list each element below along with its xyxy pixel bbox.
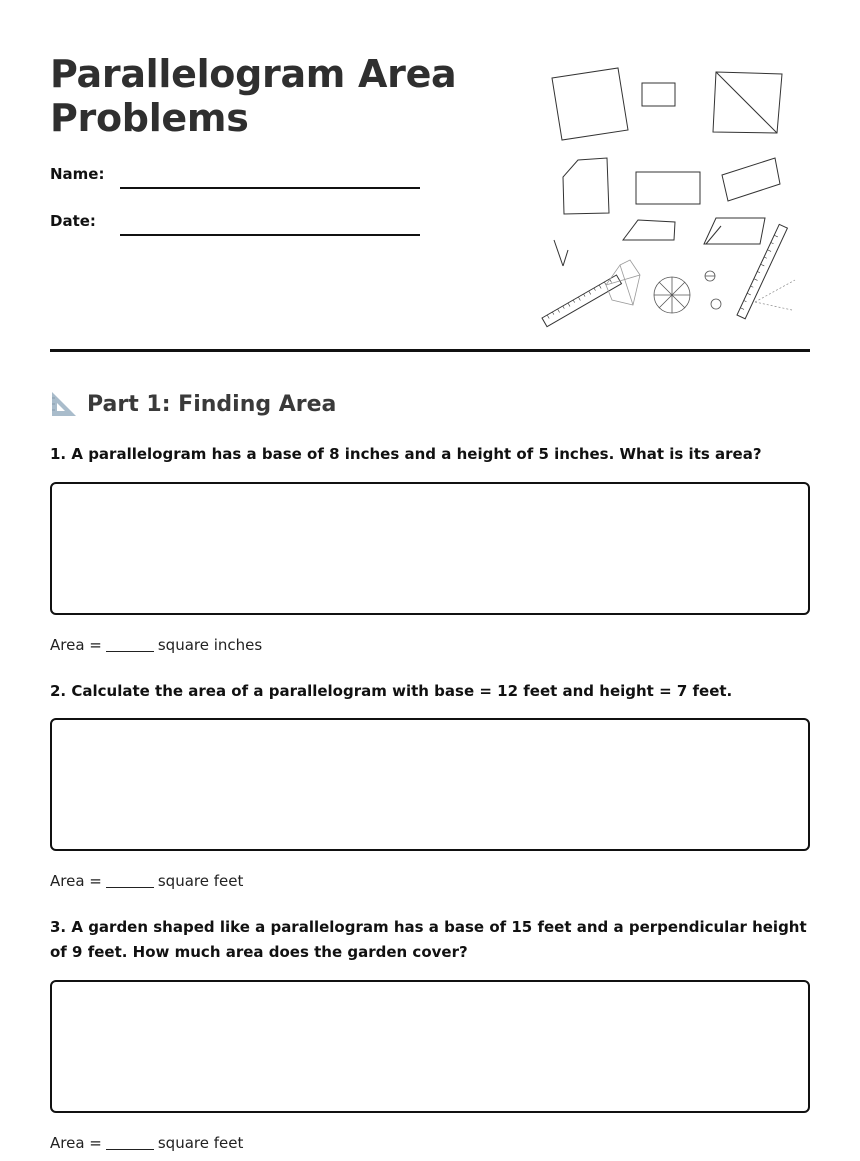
name-label: Name: xyxy=(50,165,105,183)
area-line-1 xyxy=(50,636,262,654)
geometry-shapes-clipart xyxy=(530,60,810,330)
question-2: 2. Calculate the area of a parallelogram with base = 12 feet and height = 7 feet. xyxy=(50,682,733,700)
area-line-2 xyxy=(50,872,243,890)
area-unit: square inches xyxy=(157,636,263,654)
part1-heading xyxy=(50,388,336,420)
area-blank-3[interactable] xyxy=(106,1149,154,1150)
triangle-ruler-icon xyxy=(50,390,78,418)
answer-box-3[interactable] xyxy=(50,980,810,1113)
question-3: 3. A garden shaped like a parallelogram has a base of 15 feet and a perpendicular height of 9 feet. How much area does the garden cover? xyxy=(50,918,807,961)
area-blank-2[interactable] xyxy=(106,887,154,888)
date-field[interactable] xyxy=(120,234,420,236)
area-unit: square feet xyxy=(157,872,244,890)
date-label: Date: xyxy=(50,212,96,230)
area-line-3 xyxy=(50,1134,243,1152)
title-line-2: Problems xyxy=(50,96,249,140)
area-blank-1[interactable] xyxy=(106,651,154,652)
area-prefix: Area = xyxy=(50,1134,102,1152)
answer-box-1[interactable] xyxy=(50,482,810,615)
area-prefix: Area = xyxy=(50,872,102,890)
area-prefix: Area = xyxy=(50,636,102,654)
answer-box-2[interactable] xyxy=(50,718,810,851)
question-1: 1. A parallelogram has a base of 8 inches and a height of 5 inches. What is its area? xyxy=(50,445,762,463)
area-unit: square feet xyxy=(157,1134,244,1152)
title-line-1: Parallelogram Area xyxy=(50,52,457,96)
name-field[interactable] xyxy=(120,187,420,189)
page-title xyxy=(50,52,456,140)
part1-heading-text: Part 1: Finding Area xyxy=(87,391,337,417)
header-divider xyxy=(50,349,810,352)
